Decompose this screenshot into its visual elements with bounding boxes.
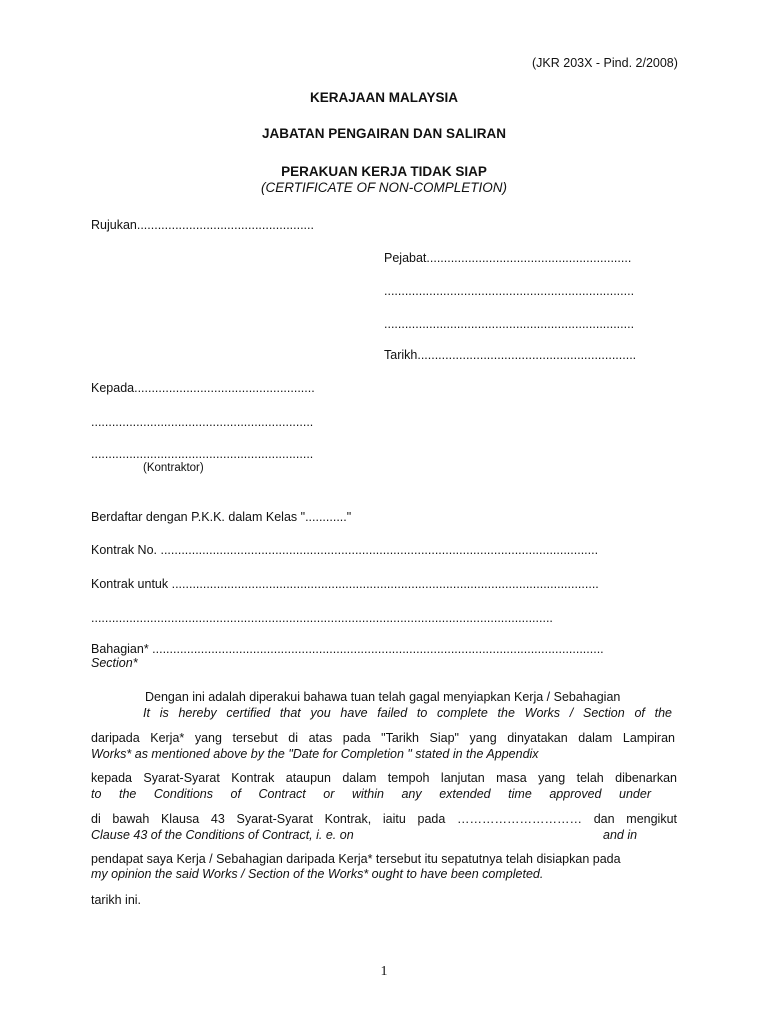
berdaftar-field: Berdaftar dengan P.K.K. dalam Kelas "............" xyxy=(91,510,352,524)
body-para-3-english: to the Conditions of Contract or within any extended time approved under xyxy=(91,787,651,801)
body-para-1-english: It is hereby certified that you have failed to complete the Works / Section of the xyxy=(143,706,672,720)
body-para-4-english-right: and in xyxy=(603,828,638,842)
kontrak-no-field: Kontrak No. .............................................................................................................................. xyxy=(91,543,599,557)
body-para-4-malay: di bawah Klausa 43 Syarat-Syarat Kontrak, iaitu pada ………………………… dan mengikut xyxy=(91,812,677,826)
kontraktor-label: (Kontraktor) xyxy=(143,462,204,474)
kepada-line-3: ................................................................ xyxy=(91,447,314,461)
pejabat-line-3: ........................................................................ xyxy=(384,317,635,331)
form-title: PERAKUAN KERJA TIDAK SIAP xyxy=(281,164,487,179)
body-para-5-malay: pendapat saya Kerja / Sebahagian daripada Kerja* tersebut itu sepatutnya telah disiapkan pada xyxy=(91,852,621,866)
bahagian-field: Bahagian* .................................................................................................................................. xyxy=(91,642,604,656)
rujukan-field: Rujukan................................................... xyxy=(91,218,314,232)
body-para-4-english-left: Clause 43 of the Conditions of Contract, i. e. on xyxy=(91,828,354,842)
body-para-6-malay: tarikh ini. xyxy=(91,893,142,907)
pejabat-field: Pejabat........................................................... xyxy=(384,251,632,265)
body-para-1-malay: Dengan ini adalah diperakui bahawa tuan telah gagal menyiapkan Kerja / Sebahagian xyxy=(145,690,621,704)
body-para-5-english: my opinion the said Works / Section of the Works* ought to have been completed. xyxy=(91,867,544,881)
page-number: 1 xyxy=(380,964,388,979)
kepada-line-2: ................................................................ xyxy=(91,415,314,429)
kontrak-untuk-field: Kontrak untuk ........................................................................................................................... xyxy=(91,577,599,591)
kepada-field: Kepada.................................................... xyxy=(91,381,315,395)
form-title-english: (CERTIFICATE OF NON-COMPLETION) xyxy=(260,180,507,195)
form-reference-code: (JKR 203X - Pind. 2/2008) xyxy=(532,56,678,70)
department-heading: JABATAN PENGAIRAN DAN SALIRAN xyxy=(261,126,506,141)
kontrak-untuk-line-2: ..................................................................................................................................... xyxy=(91,611,553,625)
body-para-2-malay: daripada Kerja* yang tersebut di atas pada "Tarikh Siap" yang dinyatakan dalam Lampiran xyxy=(91,731,675,745)
body-para-3-malay: kepada Syarat-Syarat Kontrak ataupun dalam tempoh lanjutan masa yang telah dibenarkan xyxy=(91,771,677,785)
pejabat-line-2: ........................................................................ xyxy=(384,284,635,298)
tarikh-field: Tarikh............................................................... xyxy=(384,348,637,362)
body-para-2-english: Works* as mentioned above by the "Date for Completion " stated in the Appendix xyxy=(91,747,539,761)
section-label: Section* xyxy=(91,656,138,670)
government-heading: KERAJAAN MALAYSIA xyxy=(309,90,459,105)
